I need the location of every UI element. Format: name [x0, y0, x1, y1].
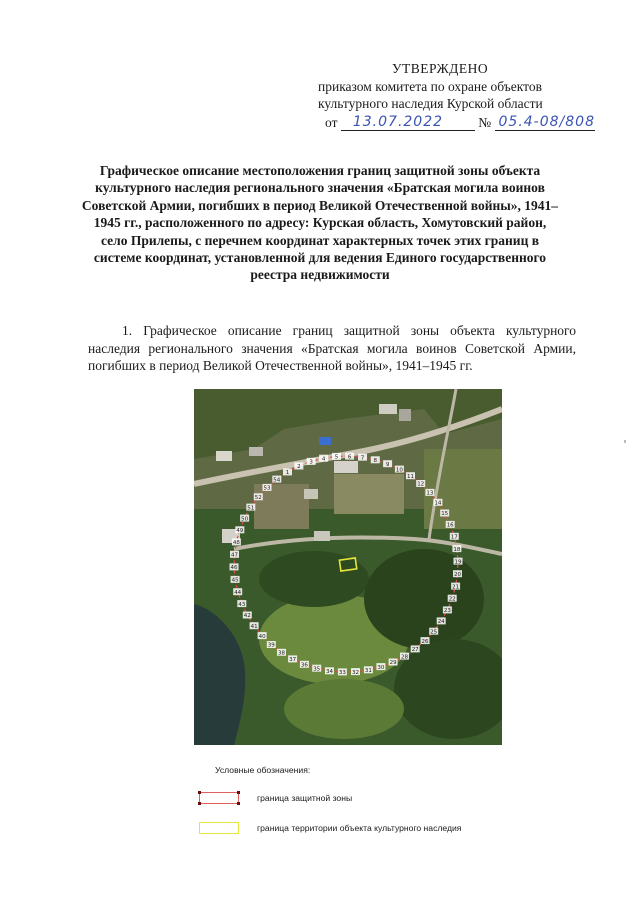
number-label: № [478, 115, 492, 130]
building [216, 451, 232, 461]
boundary-point-label: 45 [231, 577, 239, 584]
legend-swatch-heritage-territory [199, 822, 239, 834]
tree-cluster [364, 546, 484, 649]
section-1-text: 1. Графическое описание границ защитной зоны объекта культурного наследия регионального значения «Братская могила воинов Советской Армии, погибших в период Великой Отечественной войны», 1941–1945 гг. [88, 323, 576, 374]
lawn [284, 679, 404, 739]
document-title: Графическое описание местоположения границ защитной зоны объекта культурного наследия регионального значения «Братская могила воинов Советской Армии, погибших в период Великой Отечественной войны», 1941–1945 гг., расположенного по адресу: Курская область, Хомутовский район, село Прилепы, с перечнем координат характерных точек этих границ в системе координат, установленной для ведения Единого государственного реестра недвижимости [81, 163, 559, 283]
map-svg [194, 389, 502, 745]
legend-title: Условные обозначения: [215, 765, 311, 775]
boundary-point-label: 19 [454, 559, 462, 566]
boundary-point-label: 34 [326, 669, 333, 675]
boundary-point-label: 16 [446, 522, 454, 529]
legend-label-protection-zone: граница защитной зоны [257, 793, 353, 803]
handwritten-date: 13.07.2022 [352, 114, 444, 130]
boundary-point-label: 35 [313, 666, 321, 673]
boundary-point-label: 1 [285, 470, 290, 477]
boundary-point-label: 22 [448, 596, 456, 603]
boundary-point-label: 25 [430, 629, 438, 636]
legend-swatch-protection-zone [199, 792, 239, 804]
boundary-point-label: 29 [389, 660, 397, 667]
approval-line2: культурного наследия Курской области [318, 96, 543, 111]
boundary-point-label: 9 [385, 461, 390, 468]
boundary-point-label: 7 [360, 455, 365, 462]
boundary-point-label: 17 [450, 534, 458, 541]
boundary-point-label: 30 [377, 664, 385, 671]
boundary-point-label: 21 [452, 584, 460, 591]
boundary-point-label: 27 [411, 647, 419, 654]
boundary-point-label: 46 [230, 565, 238, 572]
boundary-point-label: 4 [321, 456, 326, 463]
boundary-point-label: 3 [309, 459, 313, 466]
boundary-point-label: 5 [334, 454, 339, 461]
approval-date-line [325, 114, 595, 131]
legend-label-heritage-territory: граница территории объекта культурного наследия [257, 823, 462, 833]
date-field [341, 115, 475, 131]
boundary-point-label: 8 [373, 458, 378, 464]
from-label: от [325, 115, 338, 130]
boundary-point-label: 36 [300, 662, 308, 669]
boundary-point-label: 33 [338, 670, 346, 677]
boundary-point-label: 28 [401, 654, 408, 661]
boundary-point-label: 39 [267, 642, 275, 649]
field-plot [254, 484, 309, 529]
scan-speck [624, 440, 626, 443]
boundary-point-label: 20 [454, 571, 461, 578]
tree-cluster [259, 551, 369, 607]
building [249, 447, 263, 456]
field-plot [334, 474, 404, 514]
building [304, 489, 318, 499]
satellite-map [194, 389, 502, 745]
boundary-point-label: 47 [231, 552, 238, 559]
building [314, 531, 330, 541]
boundary-point-label: 42 [243, 613, 251, 620]
boundary-point-label: 44 [234, 589, 242, 596]
boundary-point-label: 12 [417, 481, 425, 488]
approval-heading: УТВЕРЖДЕНО [392, 61, 489, 76]
boundary-point-label: 49 [236, 528, 244, 534]
boundary-point-label: 2 [297, 464, 301, 471]
boundary-point-label: 10 [395, 467, 403, 474]
boundary-point-label: 14 [434, 500, 442, 507]
boundary-point-label: 50 [241, 516, 249, 523]
boundary-point-label: 15 [441, 511, 449, 518]
boundary-point-label: 31 [364, 668, 372, 674]
building [334, 461, 358, 473]
number-field [495, 115, 595, 131]
boundary-point-label: 41 [250, 623, 258, 630]
boundary-point-label: 54 [273, 477, 281, 484]
boundary-point-label: 26 [421, 638, 429, 645]
boundary-point-label: 53 [263, 485, 271, 492]
boundary-point-label: 51 [247, 505, 255, 512]
building [379, 404, 397, 414]
boundary-point-label: 18 [453, 546, 461, 553]
approval-line1: приказом комитета по охране объектов [318, 79, 542, 94]
handwritten-number: 05.4-08/808 [498, 114, 595, 130]
boundary-point-label: 43 [238, 601, 246, 608]
boundary-point-label: 24 [437, 619, 445, 626]
building [319, 437, 331, 445]
boundary-point-label: 13 [426, 490, 434, 497]
section-1-paragraph [88, 322, 576, 375]
boundary-point-label: 32 [352, 669, 359, 676]
map-legend [195, 762, 555, 842]
boundary-point-label: 52 [254, 495, 262, 501]
boundary-point-label: 37 [289, 657, 297, 664]
building [399, 409, 411, 421]
boundary-point-label: 38 [278, 650, 285, 657]
boundary-point-label: 23 [443, 608, 451, 615]
boundary-point-label: 48 [232, 540, 240, 547]
boundary-point-label: 11 [407, 473, 414, 480]
boundary-point-label: 40 [258, 633, 266, 640]
boundary-point-label: 6 [347, 454, 352, 461]
